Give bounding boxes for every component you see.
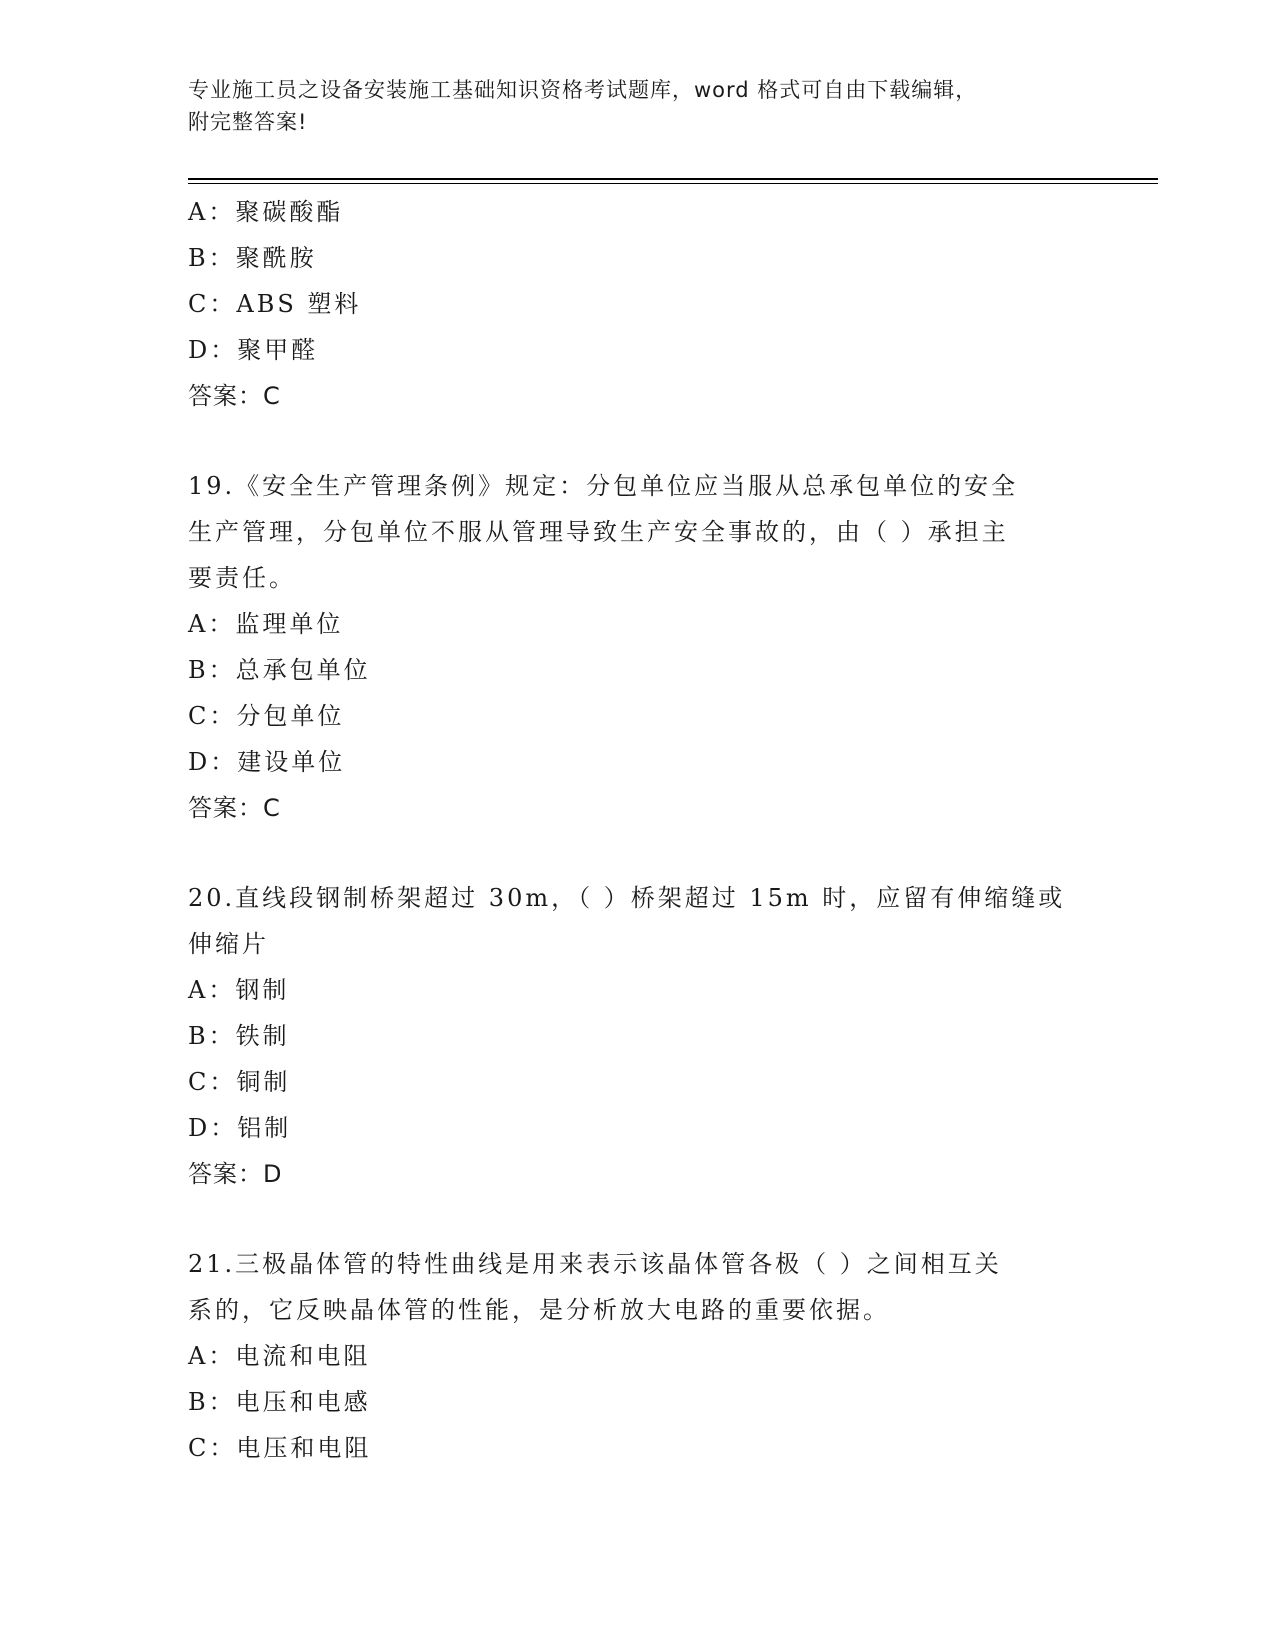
option-b: B：电压和电感 [188, 1388, 371, 1416]
option-d: D：铝制 [188, 1114, 292, 1142]
answer-line: 答案：C [188, 382, 281, 410]
question-block [188, 1241, 1088, 1471]
question-stem [188, 875, 1088, 967]
header-rule-thin [188, 183, 1158, 184]
option-d: D：建设单位 [188, 748, 346, 776]
stem-line: 伸缩片 [188, 930, 269, 958]
block-spacer [188, 419, 1088, 463]
document-header [188, 74, 1088, 138]
header-rule-thick [188, 178, 1158, 180]
question-stem [188, 463, 1088, 601]
option-a: A：钢制 [188, 976, 290, 1004]
header-line-2: 附完整答案! [188, 110, 308, 134]
stem-line: 生产管理，分包单位不服从管理导致生产安全事故的，由（ ）承担主 [188, 518, 1009, 546]
header-line-1: 专业施工员之设备安装施工基础知识资格考试题库，word 格式可自由下载编辑， [188, 78, 978, 102]
option-b: B：铁制 [188, 1022, 290, 1050]
answer-line: 答案：C [188, 794, 281, 822]
option-a: A：电流和电阻 [188, 1342, 371, 1370]
option-a: A：监理单位 [188, 610, 344, 638]
stem-line: 系的，它反映晶体管的性能，是分析放大电路的重要依据。 [188, 1296, 890, 1324]
question-block [188, 189, 1088, 419]
question-block [188, 463, 1088, 831]
answer-line: 答案：D [188, 1160, 283, 1188]
option-c: C：电压和电阻 [188, 1434, 372, 1462]
option-c: C：ABS 塑料 [188, 290, 362, 318]
option-c: C：分包单位 [188, 702, 345, 730]
stem-line: 19.《安全生产管理条例》规定：分包单位应当服从总承包单位的安全 [188, 472, 1019, 500]
block-spacer [188, 1197, 1088, 1241]
block-spacer [188, 831, 1088, 875]
option-a: A：聚碳酸酯 [188, 198, 344, 226]
question-block [188, 875, 1088, 1197]
stem-line: 要责任。 [188, 564, 296, 592]
question-stem [188, 1241, 1088, 1333]
option-c: C：铜制 [188, 1068, 291, 1096]
question-list [188, 189, 1088, 1471]
stem-line: 20.直线段钢制桥架超过 30m，（ ）桥架超过 15m 时，应留有伸缩缝或 [188, 884, 1066, 912]
option-d: D：聚甲醛 [188, 336, 319, 364]
option-b: B：聚酰胺 [188, 244, 317, 272]
stem-line: 21.三极晶体管的特性曲线是用来表示该晶体管各极（ ）之间相互关 [188, 1250, 1002, 1278]
option-b: B：总承包单位 [188, 656, 371, 684]
